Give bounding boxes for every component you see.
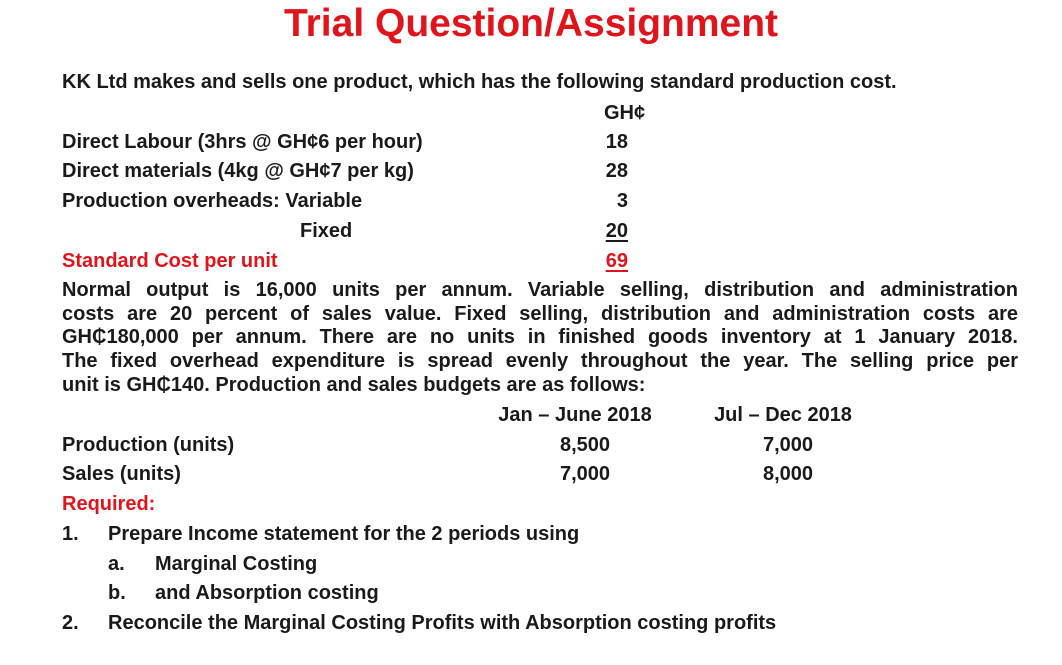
- required-subitem-text: and Absorption costing: [155, 582, 379, 604]
- paragraph-line: The fixed overhead expenditure is spread evenly throughout the year. The selling price per: [62, 350, 1018, 373]
- budget-cell-sales-h1: 7,000: [559, 463, 611, 485]
- required-heading: Required:: [62, 493, 156, 515]
- required-subitem-text: Marginal Costing: [155, 553, 318, 575]
- cost-label-fixed-overheads: Fixed: [300, 220, 353, 242]
- budget-cell-production-h2: 7,000: [762, 434, 814, 456]
- cost-value-variable-overheads: 3: [616, 190, 628, 212]
- currency-header: GH¢: [604, 102, 646, 124]
- paragraph-line: GH₵180,000 per annum. There are no units in finished goods inventory at 1 January 2018.: [62, 326, 1018, 349]
- cost-value-direct-labour: 18: [605, 131, 628, 153]
- paragraph-line: unit is GH₵140. Production and sales budgets are as follows:: [62, 373, 646, 396]
- budget-period-header-h1: Jan – June 2018: [498, 404, 652, 426]
- standard-cost-value: 69: [605, 250, 628, 272]
- budget-row-label-sales: Sales (units): [62, 463, 181, 485]
- budget-cell-production-h1: 8,500: [559, 434, 611, 456]
- scenario-paragraph: [62, 279, 1018, 398]
- standard-cost-label: Standard Cost per unit: [62, 250, 278, 272]
- required-item-text: Prepare Income statement for the 2 periods using: [108, 523, 580, 545]
- required-item-number: 2.: [62, 612, 79, 634]
- required-subitem-letter: a.: [108, 553, 125, 575]
- cost-label-direct-labour: Direct Labour (3hrs @ GH¢6 per hour): [62, 131, 423, 153]
- intro-text: KK Ltd makes and sells one product, which has the following standard production cost.: [62, 71, 897, 93]
- budget-row-label-production: Production (units): [62, 434, 235, 456]
- budget-period-header-h2: Jul – Dec 2018: [714, 404, 852, 426]
- paragraph-line: costs are 20 percent of sales value. Fixed selling, distribution and administration costs are: [62, 302, 1018, 325]
- paragraph-line: Normal output is 16,000 units per annum. Variable selling, distribution and administration: [62, 279, 1018, 301]
- required-item-number: 1.: [62, 523, 79, 545]
- required-subitem-letter: b.: [108, 582, 126, 604]
- budget-cell-sales-h2: 8,000: [762, 463, 814, 485]
- required-item-text: Reconcile the Marginal Costing Profits with Absorption costing profits: [108, 612, 777, 634]
- cost-label-variable-overheads: Production overheads: Variable: [62, 190, 363, 212]
- slide-title: Trial Question/Assignment: [283, 2, 779, 45]
- cost-value-direct-materials: 28: [605, 160, 628, 182]
- cost-label-direct-materials: Direct materials (4kg @ GH¢7 per kg): [62, 160, 414, 182]
- cost-value-fixed-overheads: 20: [605, 220, 628, 242]
